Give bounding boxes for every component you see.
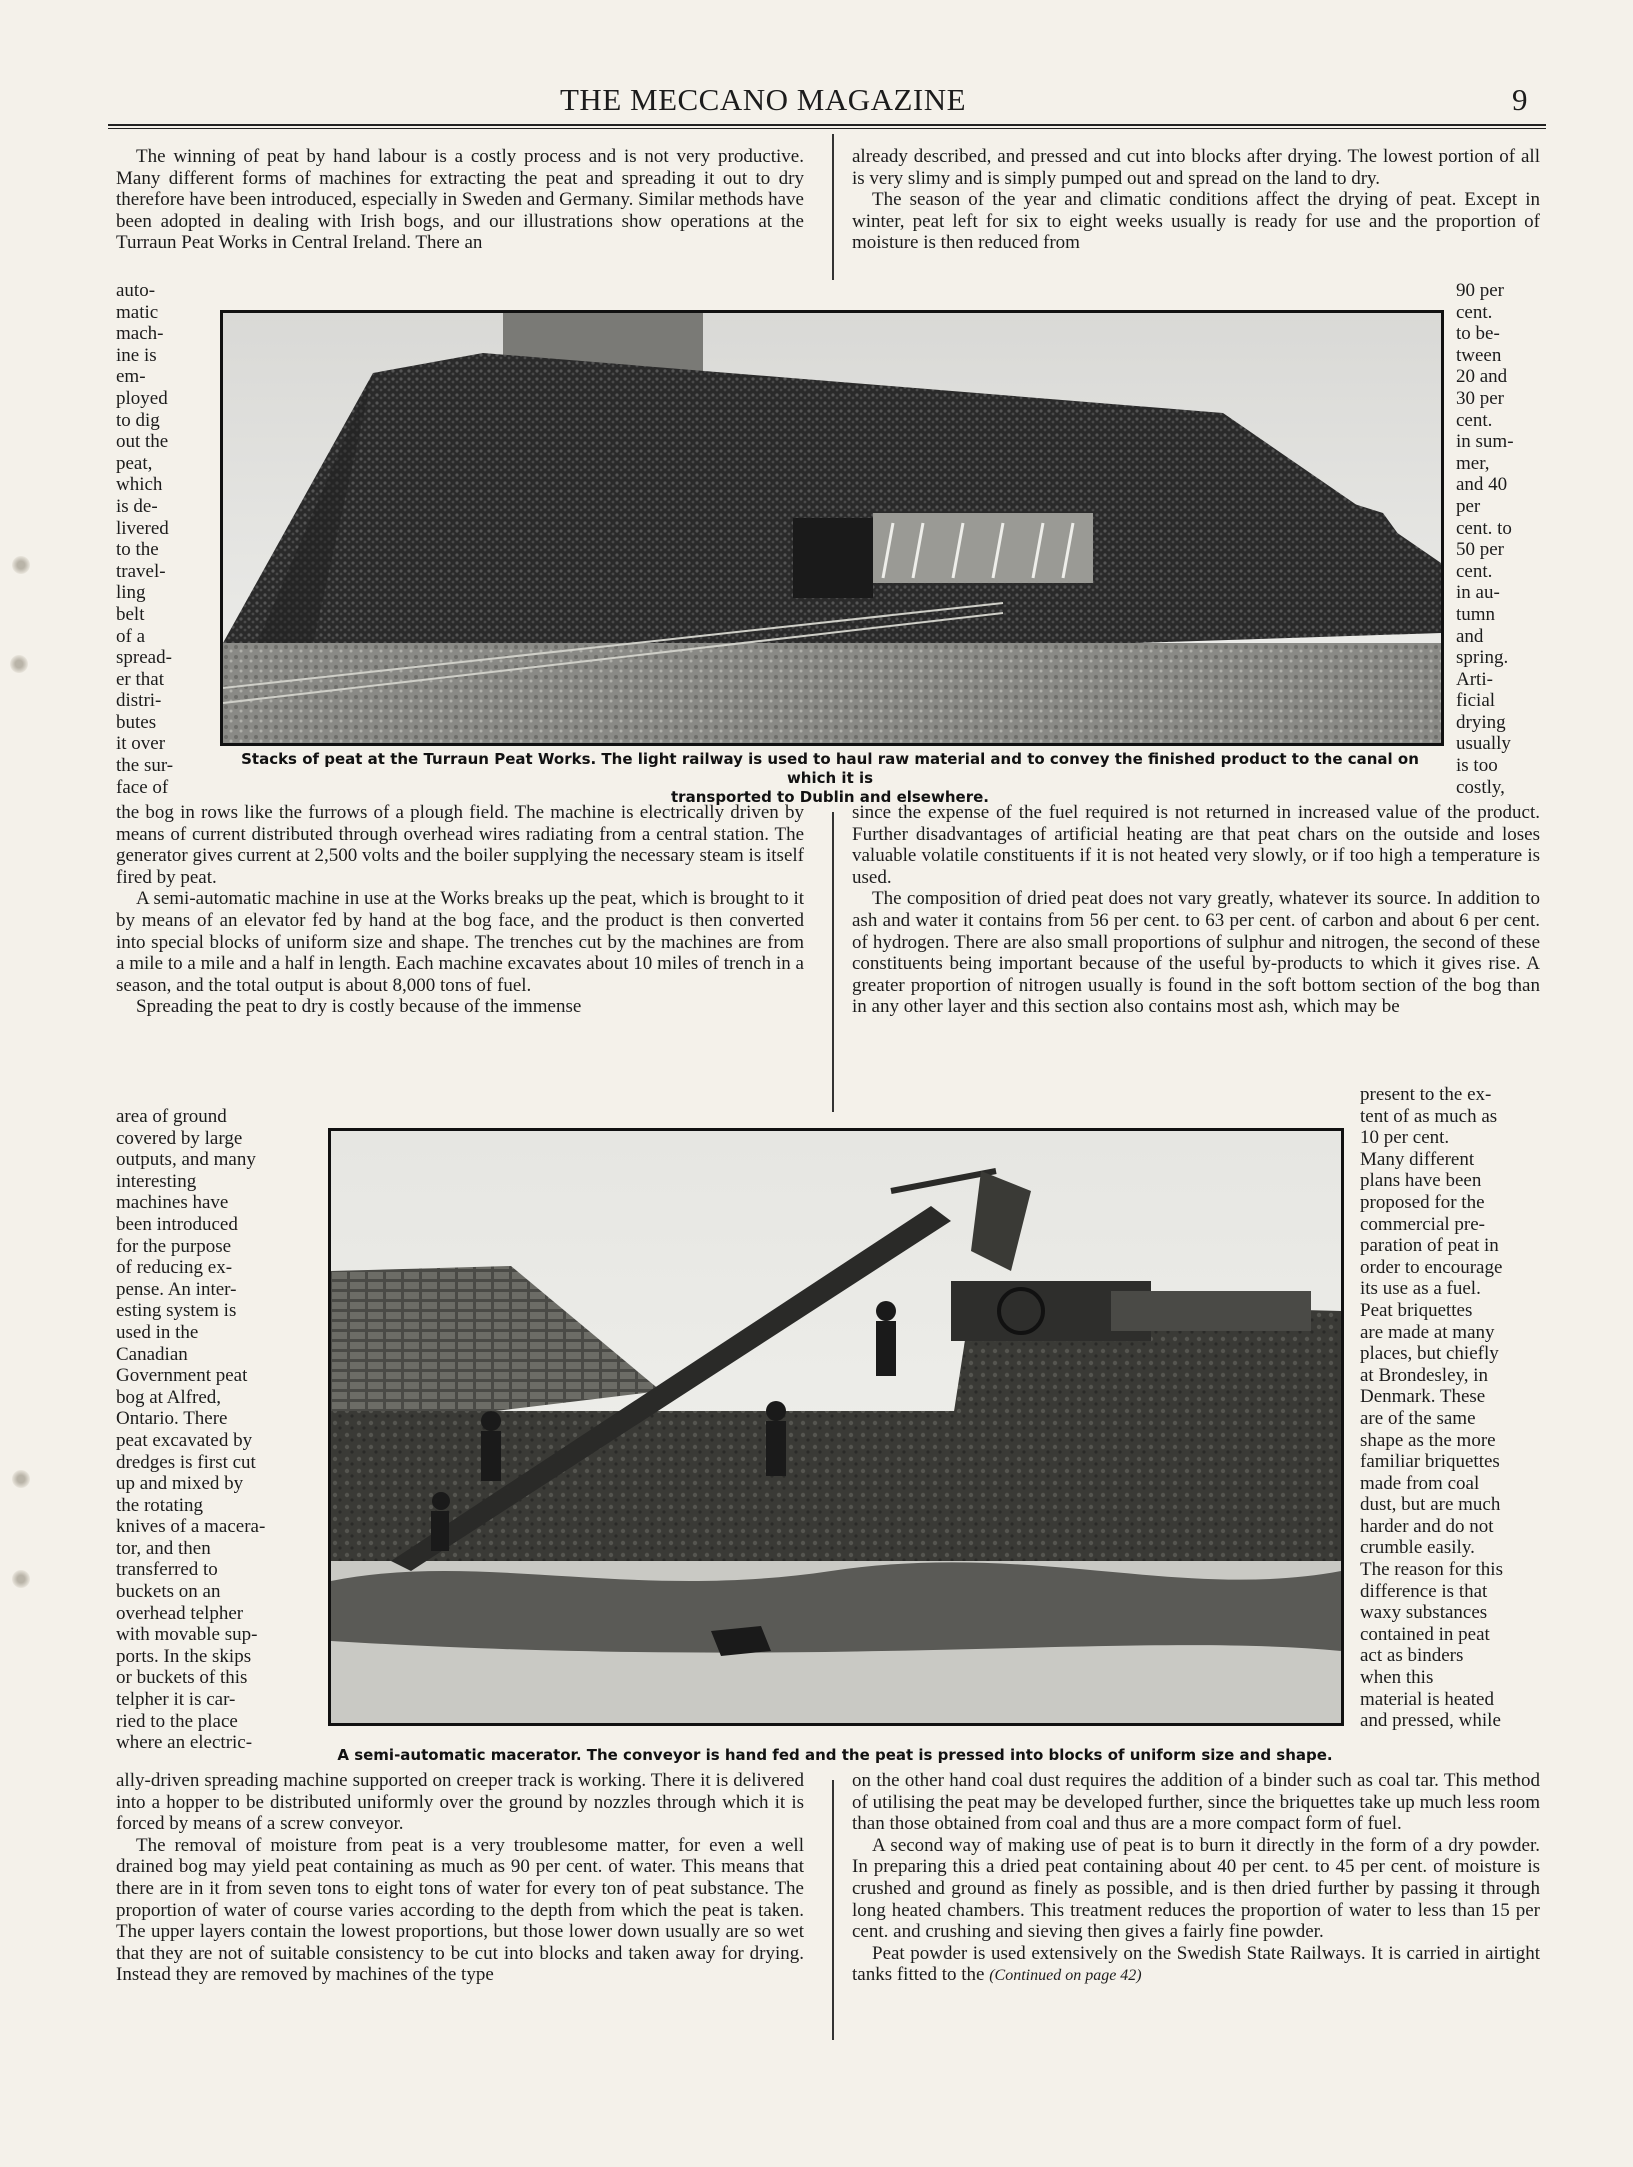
col1-mid-text [116,802,804,1018]
text-line: act as binders [1360,1645,1464,1667]
header-rule [108,124,1546,126]
text-line: in au- [1456,582,1500,604]
text-line: Denmark. These [1360,1386,1486,1408]
col2-top-text [852,146,1540,254]
text-line: which [116,474,163,496]
paragraph: since the expense of the fuel required is not returned in increased value of the product. Further disadvantages of artificial heating are that peat chars on the outside and loses valuable volatile constituents if it is not heated very slowly, or if too high a temperature is used. [852,802,1540,888]
text-line: material is heated [1360,1688,1494,1710]
text-line: machines have [116,1192,229,1214]
figure1-caption-line2: transported to Dublin and elsewhere. [671,788,989,806]
text-line: are of the same [1360,1407,1476,1429]
text-line: ling [116,582,146,604]
col2-mid-text [852,802,1540,1018]
col1-narrow2-text [116,1106,302,1754]
text-line: been introduced [116,1213,238,1235]
continued-note: (Continued on page 42) [989,1967,1142,1985]
text-line: usually [1456,733,1511,755]
text-line: with movable sup- [116,1624,258,1646]
text-line: to the [116,539,159,561]
magazine-title: THE MECCANO MAGAZINE [560,82,967,117]
paragraph: A second way of making use of peat is to burn it directly in the form of a dry powder. In preparing this a dried peat containing about 40 per cent. to 45 per cent. of moisture is crushed and ground as finely as possible, and is then dried further by passing it through long heated chambers. This treatment reduces the proportion of water to less than 15 per cent. and crushing and sieving then gives a fairly fine powder. [852,1834,1540,1943]
text-line: peat, [116,452,153,474]
column-divider [832,1780,834,2040]
text-line: ports. In the skips [116,1645,252,1667]
text-line: peat excavated by [116,1429,253,1451]
text-line: overhead telpher [116,1602,244,1624]
text-line: is de- [116,495,158,517]
text-line: plans have been [1360,1170,1482,1192]
paragraph: ally-driven spreading machine supported on creeper track is working. There it is delivered into a hopper to be distributed uniformly over the ground by nozzles through which it is forced by means of a screw conveyor. [116,1770,804,1835]
text-line: ficial [1456,690,1496,712]
col1-narrow-text [116,280,198,798]
text-line: outputs, and many [116,1149,256,1171]
text-line: 50 per [1456,539,1505,561]
figure1-caption-line1: Stacks of peat at the Turraun Peat Works. The light railway is used to haul raw material and to convey the finished product to the canal on which it is [241,750,1419,787]
text-line: Government peat [116,1365,248,1387]
text-line: or buckets of this [116,1667,248,1689]
text-line: 30 per [1456,387,1505,409]
text-line: 20 and [1456,366,1508,388]
peat-stacks-illustration [223,313,1441,743]
text-line: up and mixed by [116,1473,244,1495]
text-line: Arti- [1456,668,1493,690]
paragraph-text: Peat powder is used extensively on the Swedish State Railways. It is carried in airtight tanks fitted to the [852,1942,1540,1986]
text-line: made from coal [1360,1472,1480,1494]
paragraph: Spreading the peat to dry is costly because of the immense [136,996,582,1018]
text-line: it over [116,733,166,755]
text-line: em- [116,366,146,388]
text-line: harder and do not [1360,1515,1494,1537]
text-line: bog at Alfred, [116,1386,222,1408]
paragraph: A semi-automatic machine in use at the Works breaks up the peat, which is brought to it by means of an elevator fed by hand at the bog face, and the product is then converted into special blocks of uniform size and shape. The trenches cut by the machines are from a mile to a mile and a half in length. Each machine excavates about 10 miles of trench in a season, and the total output is about 8,000 tons of fuel. [116,888,804,996]
text-line: livered [116,517,169,539]
text-line: commercial pre- [1360,1213,1486,1235]
text-line: the rotating [116,1494,204,1516]
text-line: buckets on an [116,1581,221,1603]
text-line: tent of as much as [1360,1105,1498,1127]
text-line: knives of a macera- [116,1516,266,1538]
text-line: is too [1456,755,1498,777]
text-line: tor, and then [116,1537,211,1559]
text-line: where an electric- [116,1732,253,1754]
text-line: are made at many [1360,1321,1495,1343]
col2-bottom-text [852,1770,1540,1987]
text-line: crumble easily. [1360,1537,1475,1559]
text-line: costly, [1456,776,1505,798]
figure1-caption [215,750,1445,807]
text-line: out the [116,431,169,453]
text-line: cent. [1456,301,1493,323]
paragraph: The winning of peat by hand labour is a costly process and is not very productive. Many different forms of machines for extracting the peat and spreading it out to dry therefore have been introduced, especially in Sweden and Germany. Similar methods have been adopted in dealing with Irish bogs, and our illustrations show operations at the Turraun Peat Works in Central Ireland. There an [116,146,804,254]
text-line: pense. An inter- [116,1278,237,1300]
text-line: tween [1456,344,1502,366]
text-line: and 40 [1456,474,1508,496]
text-line: travel- [116,560,166,582]
text-line: transferred to [116,1559,218,1581]
column-divider [832,812,834,1112]
text-line: when this [1360,1667,1434,1689]
text-line: mer, [1456,452,1490,474]
text-line: distri- [116,690,162,712]
text-line: er that [116,668,165,690]
punch-hole [12,556,30,574]
text-line: spring. [1456,647,1509,669]
macerator-illustration [331,1131,1341,1723]
text-line: The reason for this [1360,1559,1503,1581]
text-line: contained in peat [1360,1623,1490,1645]
text-line: present to the ex- [1360,1084,1492,1105]
text-line: and pressed, while [1360,1710,1501,1732]
punch-hole [12,1570,30,1588]
text-line: cent. [1456,560,1493,582]
punch-hole [10,655,28,673]
paragraph: The composition of dried peat does not vary greatly, whatever its source. In addition to ash and water it contains from 56 per cent. to 63 per cent. of carbon and about 6 per cent. of hydrogen. There are also small proportions of sulphur and nitrogen, the second of these constituents being important because of the useful by-products to which it gives rise. A greater proportion of nitrogen usually is found in the soft bottom section of the bog than in any other layer and this section also contains most ash, which may be [852,888,1540,1018]
text-line: for the purpose [116,1235,232,1257]
text-line: ried to the place [116,1710,238,1732]
text-line: familiar briquettes [1360,1451,1500,1473]
text-line: area of ground [116,1106,227,1127]
text-line: covered by large [116,1127,243,1149]
text-line: used in the [116,1321,199,1343]
paragraph [852,1943,1540,1987]
text-line: proposed for the [1360,1191,1485,1213]
text-line: the sur- [116,755,174,777]
text-line: per [1456,495,1481,517]
col2-narrow-text [1456,280,1538,798]
text-line: 90 per [1456,280,1505,301]
text-line: esting system is [116,1300,237,1322]
text-line: order to encourage [1360,1256,1503,1278]
text-line: Peat briquettes [1360,1299,1473,1321]
figure2-caption: A semi-automatic macerator. The conveyor is hand fed and the peat is pressed into blocks of uniform size and shape. [337,1746,1333,1764]
text-line: Ontario. There [116,1408,228,1430]
text-line: interesting [116,1170,197,1192]
text-line: shape as the more [1360,1429,1496,1451]
text-line: places, but chiefly [1360,1343,1499,1365]
text-line: ine is [116,344,157,366]
text-line: ployed [116,387,168,409]
text-line: cent. to [1456,517,1512,539]
text-line: paration of peat in [1360,1235,1499,1257]
text-line: dust, but are much [1360,1494,1501,1516]
peat-stacks-photo [220,310,1444,746]
text-line: difference is that [1360,1580,1488,1602]
text-line: of a [116,625,146,647]
text-line: of reducing ex- [116,1257,233,1279]
paragraph: The removal of moisture from peat is a very troublesome matter, for even a well drained bog may yield peat containing as much as 90 per cent. of water. This means that there are in it from seven tons to eight tons of water for every ton of peat substance. The proportion of water of course varies according to the depth from which the peat is taken. The upper layers contain the lowest proportions, but those lower down usually are so wet that they are not of suitable consistency to be cut into blocks and taken away for drying. Instead they are removed by machines of the type [116,1834,804,1986]
text-line: and [1456,625,1484,647]
text-line: face of [116,776,169,798]
text-line: telpher it is car- [116,1689,236,1711]
text-line: Canadian [116,1343,188,1365]
text-line: tumn [1456,603,1496,625]
text-line: waxy substances [1360,1602,1488,1624]
text-line: cent. [1456,409,1493,431]
paragraph: on the other hand coal dust requires the addition of a binder such as coal tar. This method of utilising the peat may be developed further, since the briquettes take up much less room than those obtained from coal and thus are a more compact form of fuel. [852,1770,1540,1835]
text-line: auto- [116,280,156,301]
macerator-photo [328,1128,1344,1726]
text-line: mach- [116,323,164,345]
text-line: butes [116,711,157,733]
page-number: 9 [1512,82,1528,117]
text-line: drying [1456,711,1506,733]
paragraph: already described, and pressed and cut into blocks after drying. The lowest portion of all is very slimy and is simply pumped out and spread on the land to dry. [852,146,1540,189]
text-line: spread- [116,647,172,669]
header-rule-thin [108,128,1546,129]
text-line: to dig [116,409,160,431]
col1-bottom-text [116,1770,804,1986]
column-divider [832,134,834,280]
text-line: its use as a fuel. [1360,1278,1481,1300]
text-line: 10 per cent. [1360,1127,1450,1149]
col1-top-text [116,146,804,254]
paragraph: The season of the year and climatic conditions affect the drying of peat. Except in winter, peat left for six to eight weeks usually is ready for use and the proportion of moisture is then reduced from [852,189,1540,254]
text-line: in sum- [1456,431,1514,453]
col2-narrow2-text [1360,1084,1540,1732]
punch-hole [12,1470,30,1488]
text-line: at Brondesley, in [1360,1364,1489,1386]
text-line: belt [116,603,145,625]
text-line: matic [116,301,159,323]
paragraph: the bog in rows like the furrows of a plough field. The machine is electrically driven by means of current distributed through overhead wires radiating from a central station. The generator gives current at 2,500 volts and the boiler supplying the necessary steam is itself fired by peat. [116,802,804,888]
text-line: Many different [1360,1148,1475,1170]
text-line: to be- [1456,323,1500,345]
text-line: dredges is first cut [116,1451,256,1473]
